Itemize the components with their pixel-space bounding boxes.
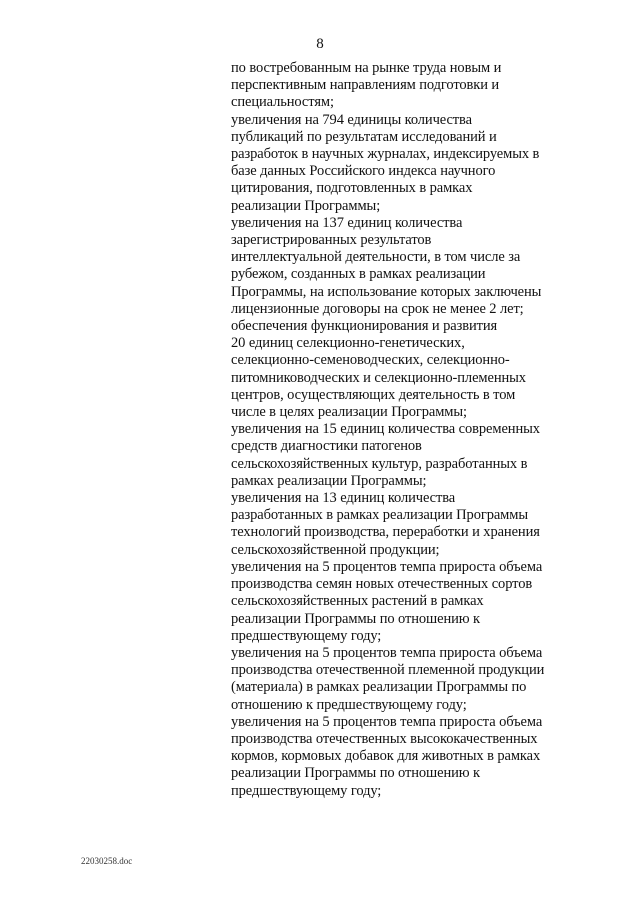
text-line: рамках реализации Программы; — [231, 472, 427, 489]
text-line: увеличения на 13 единиц количества — [231, 490, 456, 507]
text-line: питомниководческих и селекционно-племенных — [231, 369, 526, 386]
text-line: производства отечественной племенной продукции — [231, 662, 545, 679]
document-file-id: 22030258.doc — [81, 856, 133, 866]
text-line: числе в целях реализации Программы; — [231, 404, 467, 421]
text-line: производства семян новых отечественных сортов — [231, 576, 533, 593]
text-line: по востребованным на рынке труда новым и — [231, 60, 502, 76]
text-line: 20 единиц селекционно-генетических, — [231, 335, 465, 352]
text-line: сельскохозяйственных растений в рамках — [231, 593, 484, 610]
text-line: увеличения на 5 процентов темпа прироста объема — [231, 644, 543, 661]
text-line: кормов, кормовых добавок для животных в рамках — [231, 748, 541, 765]
text-line: увеличения на 137 единиц количества — [231, 214, 463, 231]
text-line: увеличения на 15 единиц количества современных — [231, 421, 540, 438]
text-line: реализации Программы по отношению к — [231, 765, 480, 782]
text-line: публикаций по результатам исследований и — [231, 128, 497, 145]
text-line: предшествующему году; — [231, 782, 382, 799]
text-line: увеличения на 5 процентов темпа прироста объема — [231, 713, 543, 730]
text-line: базе данных Российского индекса научного — [231, 163, 496, 180]
text-line: зарегистрированных результатов — [231, 232, 432, 249]
text-line: сельскохозяйственных культур, разработанных в — [231, 455, 528, 472]
text-line: специальностям; — [231, 94, 334, 111]
text-line: разработок в научных журналах, индексируемых в — [231, 146, 540, 163]
text-line: селекционно-семеноводческих, селекционно- — [231, 352, 510, 369]
text-line: реализации Программы по отношению к — [231, 610, 480, 627]
text-line: технологий производства, переработки и хранения — [231, 524, 540, 541]
page-number: 8 — [316, 36, 324, 52]
text-line: разработанных в рамках реализации Программы — [231, 507, 528, 524]
text-line: отношению к предшествующему году; — [231, 696, 467, 713]
text-line: производства отечественных высококачественных — [231, 730, 538, 747]
text-line: обеспечения функционирования и развития — [231, 318, 498, 335]
text-line: увеличения на 5 процентов темпа прироста объема — [231, 558, 543, 575]
text-line: средств диагностики патогенов — [231, 438, 422, 455]
text-line: рубежом, созданных в рамках реализации — [231, 266, 486, 283]
text-line: реализации Программы; — [231, 197, 381, 214]
text-line: (материала) в рамках реализации Программы по — [231, 679, 527, 696]
text-line: перспективным направлениям подготовки и — [231, 77, 500, 94]
text-line: цитирования, подготовленных в рамках — [231, 180, 473, 197]
text-line: предшествующему году; — [231, 627, 382, 644]
text-line: увеличения на 794 единицы количества — [231, 111, 472, 128]
document-body — [231, 60, 576, 800]
text-line: лицензионные договоры на срок не менее 2 лет; — [231, 300, 524, 317]
text-line: сельскохозяйственной продукции; — [231, 541, 440, 558]
text-line: интеллектуальной деятельности, в том числе за — [231, 249, 521, 266]
text-line: Программы, на использование которых заключены — [231, 283, 542, 300]
text-line: центров, осуществляющих деятельность в том — [231, 386, 516, 403]
